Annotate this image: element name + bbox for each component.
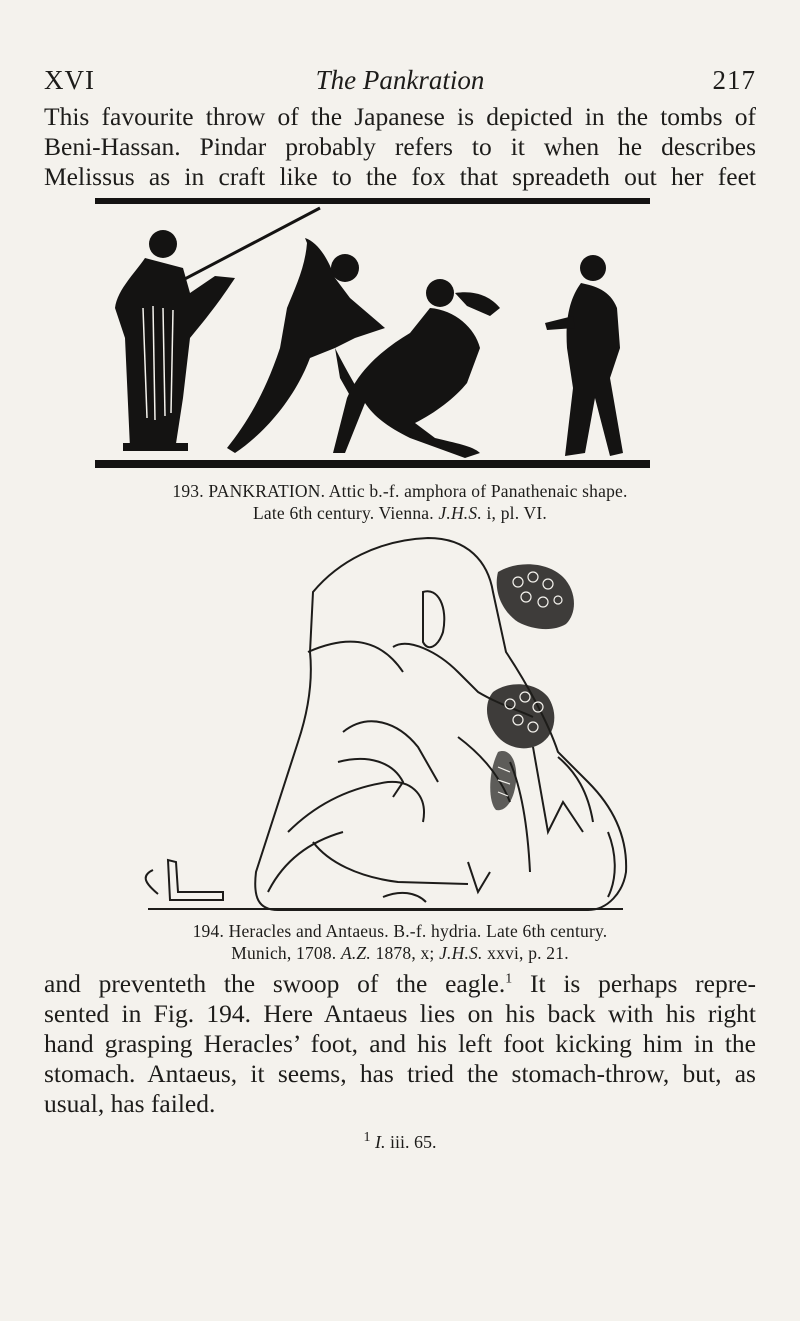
journal-abbrev: A.Z. — [340, 943, 371, 963]
paragraph-line: Beni-Hassan. Pindar probably refers to it when he describes — [44, 132, 756, 161]
paragraph-line: This favourite throw of the Japanese is depicted in the tombs of — [44, 102, 756, 131]
caption-line — [44, 942, 756, 964]
caption-line: 193. PANKRATION. Attic b.-f. amphora of Panathenaic shape. — [172, 481, 628, 501]
running-title: The Pankration — [315, 65, 485, 95]
paragraph-line: usual, has failed. — [44, 1089, 216, 1118]
paragraph-line: stomach. Antaeus, it seems, has tried the stomach-throw, but, as — [44, 1059, 756, 1088]
caption-text: Late 6th century. Vienna. — [253, 503, 439, 523]
figure-194-illustration — [138, 532, 638, 916]
page-number: 217 — [712, 65, 756, 95]
footnote-number: 1 — [363, 1130, 371, 1145]
paragraph-line: Melissus as in craft like to the fox that spreadeth out her feet — [44, 162, 756, 191]
footnote-marker: 1 — [505, 971, 513, 987]
caption-line: 194. Heracles and Antaeus. B.-f. hydria. Late 6th century. — [192, 921, 608, 941]
figure-194-caption — [44, 920, 756, 964]
paragraph-line — [44, 969, 756, 999]
figure-193-illustration — [95, 198, 650, 470]
running-head — [44, 62, 756, 98]
journal-abbrev: J.H.S. — [438, 503, 482, 523]
caption-text: 1878, x; — [370, 943, 440, 963]
paragraph-line: hand grasping Heracles’ foot, and his left foot kicking him in the — [44, 1029, 756, 1058]
footnote-ref-italic: I. — [374, 1132, 386, 1152]
caption-text: i, pl. VI. — [481, 503, 547, 523]
journal-abbrev: J.H.S. — [439, 943, 483, 963]
figure-193-caption — [44, 480, 756, 524]
paragraph-text: and preventeth the swoop of the eagle. — [44, 969, 506, 998]
footnote — [0, 1132, 800, 1153]
paragraph-bottom — [44, 969, 756, 1119]
caption-text: xxvi, p. 21. — [482, 943, 569, 963]
paragraph-text: It is perhaps repre- — [512, 969, 757, 998]
paragraph-line: sented in Fig. 194. Here Antaeus lies on his back with his right — [44, 999, 756, 1028]
paragraph-top — [44, 102, 756, 192]
chapter-number: XVI — [44, 65, 95, 95]
caption-text: Munich, 1708. — [231, 943, 341, 963]
footnote-ref: iii. 65. — [385, 1132, 437, 1152]
caption-line — [44, 502, 756, 524]
